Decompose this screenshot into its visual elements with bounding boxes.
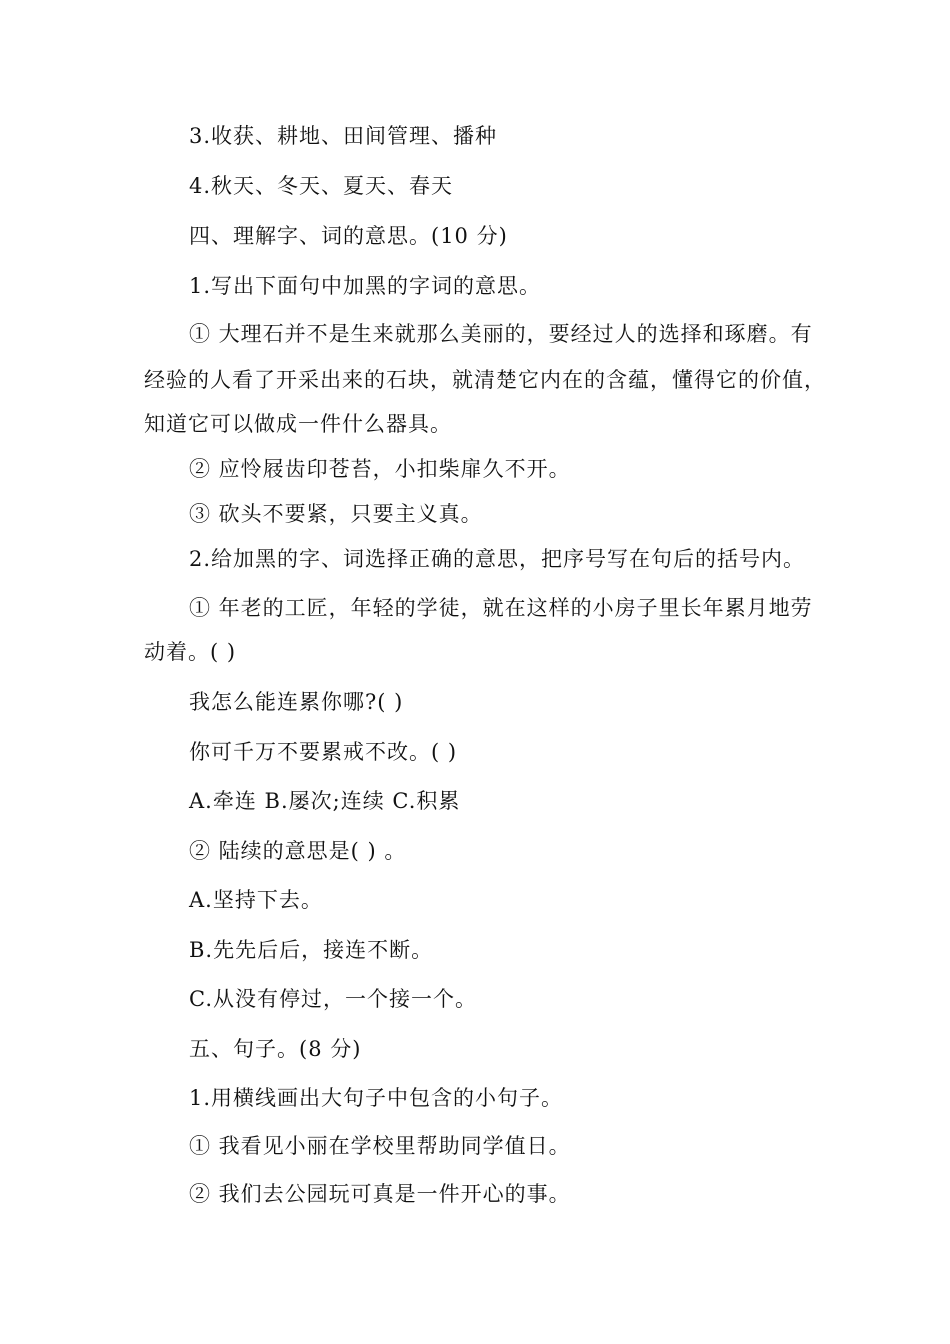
sentence-1-line-3: 知道它可以做成一件什么器具。	[144, 412, 452, 436]
question-2-prompt: 2.给加黑的字、词选择正确的意思，把序号写在句后的括号内。	[189, 547, 806, 571]
q2-options: A.牵连 B.屡次;连续 C.积累	[189, 789, 461, 813]
answer-line-4: 4.秋天、冬天、夏天、春天	[189, 174, 454, 198]
section-5-sentence-2: ② 我们去公园玩可真是一件开心的事。	[189, 1182, 571, 1206]
section-heading-4: 四、理解字、词的意思。(10 分)	[189, 224, 508, 248]
q2-sentence-1-line-1: ① 年老的工匠，年轻的学徒，就在这样的小房子里长年累月地劳	[189, 596, 813, 620]
section-heading-5: 五、句子。(8 分)	[189, 1037, 362, 1061]
sentence-3: ③ 砍头不要紧，只要主义真。	[189, 502, 483, 526]
answer-line-3: 3.收获、耕地、田间管理、播种	[189, 124, 498, 148]
sentence-1-line-2: 经验的人看了开采出来的石块，就清楚它内在的含蕴，懂得它的价值，	[144, 368, 826, 392]
q2-sentence-3: 你可千万不要累戒不改。( )	[189, 740, 458, 764]
q2-sentence-1-line-2: 动着。( )	[144, 640, 237, 664]
option-a: A.坚持下去。	[189, 888, 323, 912]
section-5-question-1: 1.用横线画出大句子中包含的小句子。	[189, 1086, 564, 1110]
option-b: B.先先后后，接连不断。	[189, 938, 434, 962]
q2-part-2-prompt: ② 陆续的意思是( ) 。	[189, 839, 407, 863]
sentence-2: ② 应怜屐齿印苍苔，小扣柴扉久不开。	[189, 457, 571, 481]
option-c: C.从没有停过，一个接一个。	[189, 987, 477, 1011]
q2-sentence-2: 我怎么能连累你哪?( )	[189, 690, 404, 714]
section-5-sentence-1: ① 我看见小丽在学校里帮助同学值日。	[189, 1134, 571, 1158]
question-1-prompt: 1.写出下面句中加黑的字词的意思。	[189, 274, 542, 298]
sentence-1-line-1: ① 大理石并不是生来就那么美丽的，要经过人的选择和琢磨。有	[189, 322, 813, 346]
